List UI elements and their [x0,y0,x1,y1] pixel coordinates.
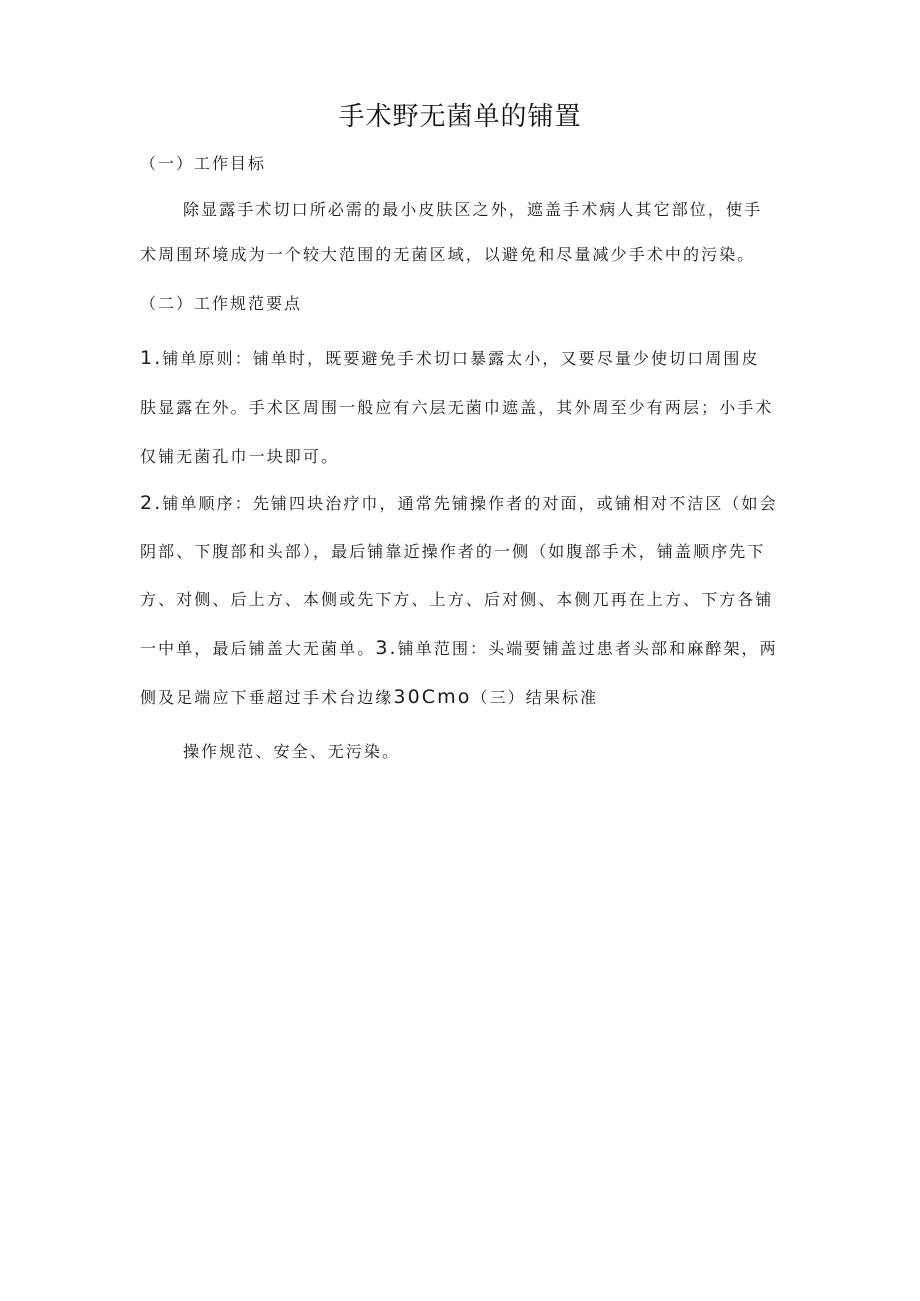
list-number: 1. [140,347,163,369]
list-item-3-line [140,686,790,709]
section-heading-result: （三）结果标准 [471,688,599,707]
measurement-text: 30Cmo [393,686,472,708]
section-heading-standards: （二）工作规范要点 [140,294,303,313]
section-heading-goal: （一）工作目标 [140,154,267,173]
list-item-2-line [140,492,790,515]
list-item-1-line: 肤显露在外。手术区周围一般应有六层无菌巾遮盖，其外周至少有两层；小手术 [140,398,774,417]
list-item-1-line [140,347,790,370]
list-item-text: 一中单，最后铺盖大无菌单。 [140,639,376,658]
list-item-2-line: 方、对侧、后上方、本侧或先下方、上方、后对侧、本侧兀再在上方、下方各铺 [140,590,774,609]
paragraph-line: 操作规范、安全、无污染。 [183,742,401,761]
paragraph-line: 除显露手术切口所必需的最小皮肤区之外，遮盖手术病人其它部位，使手 [183,200,763,219]
list-number: 2. [140,492,163,514]
list-item-text: 铺单原则：铺单时，既要避免手术切口暴露太小，又要尽量少使切口周围皮 [162,349,760,368]
list-number: 3. [375,637,398,659]
list-item-1-line: 仅铺无菌孔巾一块即可。 [140,447,340,466]
list-item-text: 铺单范围：头端要铺盖过患者头部和麻醉架，两 [397,639,778,658]
document-title: 手术野无菌单的铺置 [338,102,582,132]
list-item-2-line [140,637,790,660]
list-item-2-line: 阴部、下腹部和头部），最后铺靠近操作者的一侧（如腹部手术，铺盖顺序先下 [140,542,766,561]
list-item-text: 侧及足端应下垂超过手术台边缘 [140,688,394,707]
list-item-text: 铺单顺序：先铺四块治疗巾，通常先铺操作者的对面，或铺相对不洁区（如会 [162,494,778,513]
paragraph-line: 术周围环境成为一个较大范围的无菌区域，以避免和尽量减少手术中的污染。 [140,245,756,264]
